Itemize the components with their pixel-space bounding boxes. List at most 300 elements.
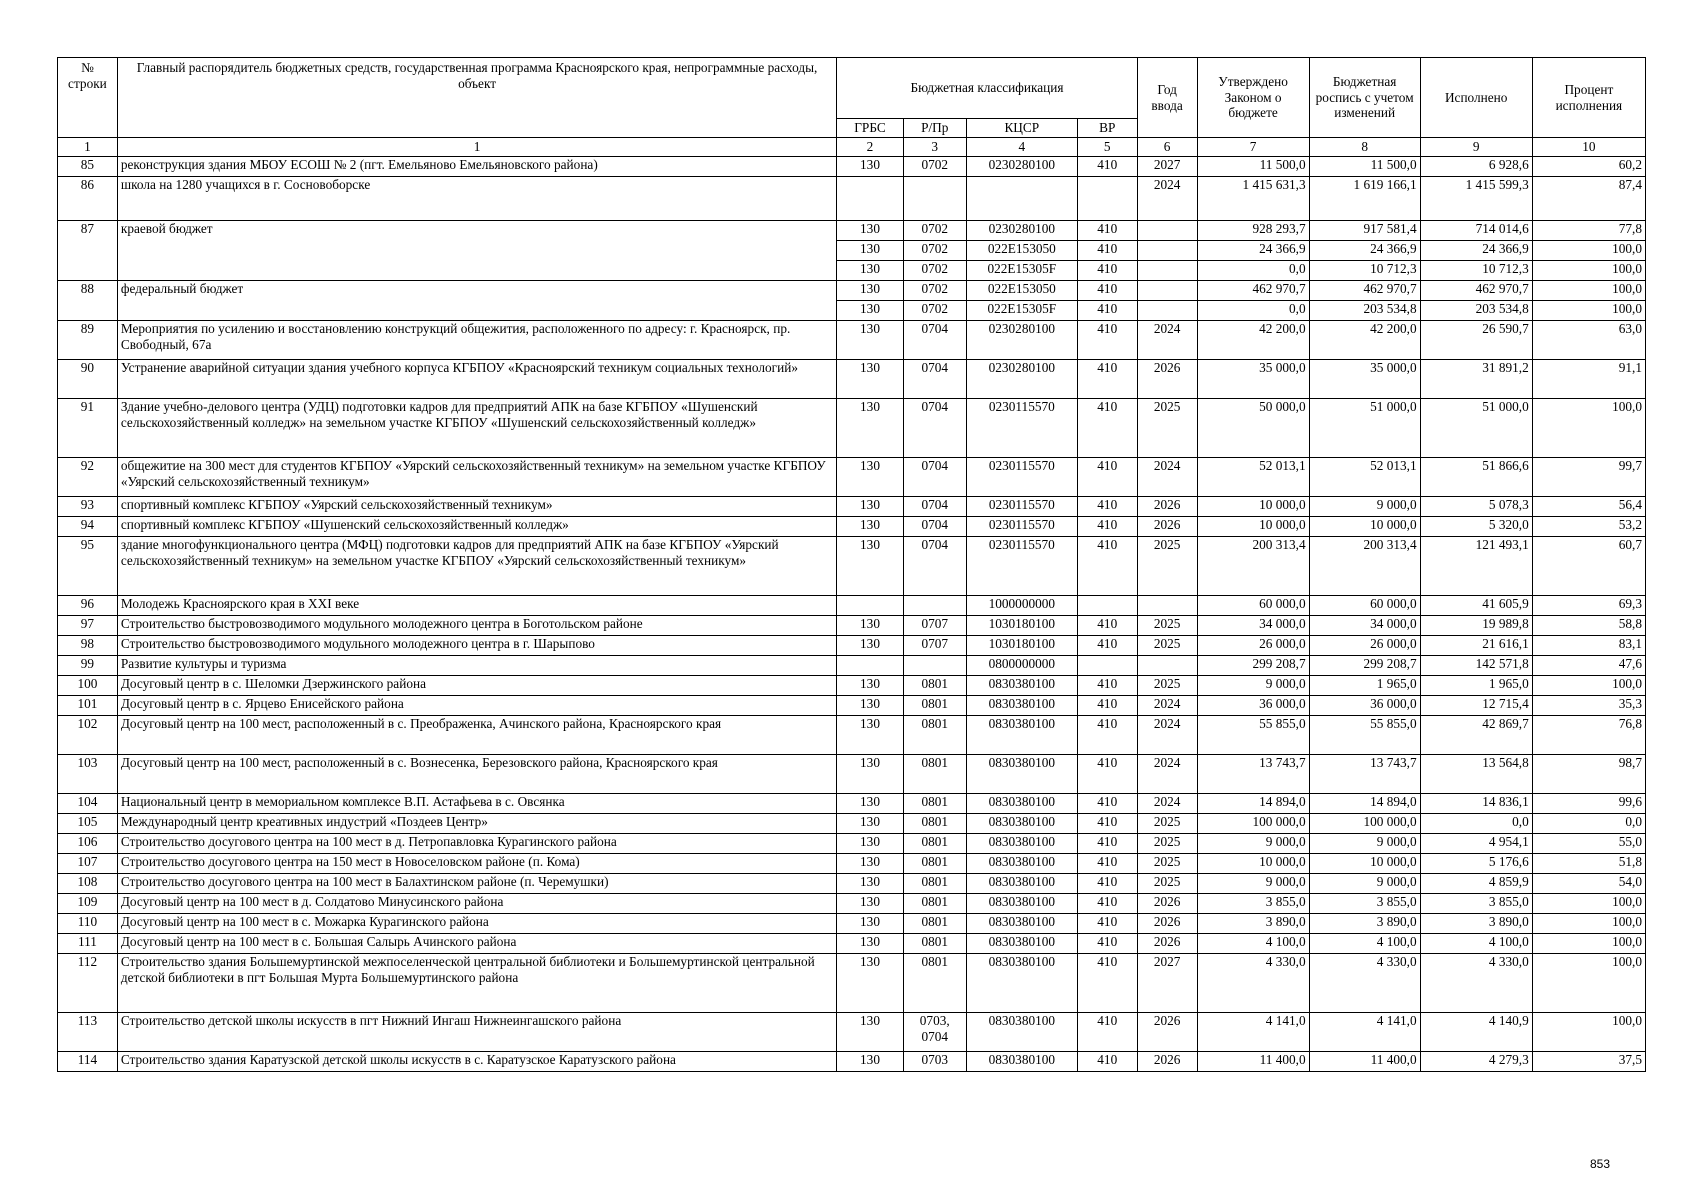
cell-schedule: 36 000,0 — [1309, 696, 1420, 716]
cell-row-number: 106 — [58, 834, 118, 854]
cell-rpr: 0801 — [903, 874, 966, 894]
cell-approved: 42 200,0 — [1197, 321, 1309, 360]
cell-vr: 410 — [1077, 676, 1137, 696]
cell-description: реконструкция здания МБОУ ЕСОШ № 2 (пгт. Емельяново Емельяновского района) — [117, 157, 836, 177]
cell-kcsr: 022Е153050 — [966, 241, 1077, 261]
table-row — [58, 914, 1646, 934]
cell-row-number: 86 — [58, 177, 118, 221]
cell-executed: 51 000,0 — [1420, 399, 1532, 458]
cell-grbs: 130 — [837, 874, 903, 894]
cell-vr: 410 — [1077, 517, 1137, 537]
cell-year: 2024 — [1137, 794, 1197, 814]
cell-percent: 100,0 — [1532, 261, 1645, 281]
cell-row-number: 108 — [58, 874, 118, 894]
cell-executed: 203 534,8 — [1420, 301, 1532, 321]
cell-schedule: 10 000,0 — [1309, 517, 1420, 537]
cell-percent: 77,8 — [1532, 221, 1645, 241]
cell-approved: 928 293,7 — [1197, 221, 1309, 241]
table-row — [58, 616, 1646, 636]
cell-executed: 121 493,1 — [1420, 537, 1532, 596]
cell-grbs: 130 — [837, 517, 903, 537]
header-approved: Утверждено Законом о бюджете — [1197, 58, 1309, 138]
cell-percent: 100,0 — [1532, 934, 1645, 954]
header-row-number: № строки — [58, 58, 118, 138]
cell-schedule: 24 366,9 — [1309, 241, 1420, 261]
table-row — [58, 676, 1646, 696]
cell-description: Строительство быстровозводимого модульного молодежного центра в Боготольском районе — [117, 616, 836, 636]
cell-schedule: 4 330,0 — [1309, 954, 1420, 1013]
cell-percent: 100,0 — [1532, 1013, 1645, 1052]
cell-row-number: 91 — [58, 399, 118, 458]
cell-vr: 410 — [1077, 636, 1137, 656]
cell-row-number: 105 — [58, 814, 118, 834]
cell-percent: 100,0 — [1532, 399, 1645, 458]
header-percent: Процент исполнения — [1532, 58, 1645, 138]
cell-approved: 4 330,0 — [1197, 954, 1309, 1013]
cell-percent: 35,3 — [1532, 696, 1645, 716]
cell-kcsr: 0830380100 — [966, 1013, 1077, 1052]
cell-approved: 9 000,0 — [1197, 676, 1309, 696]
cell-year: 2027 — [1137, 157, 1197, 177]
cell-schedule: 9 000,0 — [1309, 874, 1420, 894]
cell-kcsr: 0230115570 — [966, 537, 1077, 596]
cell-kcsr: 0830380100 — [966, 874, 1077, 894]
col-number: 1 — [58, 138, 118, 157]
col-number: 8 — [1309, 138, 1420, 157]
cell-approved: 14 894,0 — [1197, 794, 1309, 814]
cell-row-number: 112 — [58, 954, 118, 1013]
table-row — [58, 281, 1646, 301]
cell-year: 2024 — [1137, 716, 1197, 755]
cell-description: общежитие на 300 мест для студентов КГБПОУ «Уярский сельскохозяйственный техникум» на земельном участке КГБПОУ «Уярский сельскохозяйственный техникум» — [117, 458, 836, 497]
cell-schedule: 3 855,0 — [1309, 894, 1420, 914]
cell-row-number: 87 — [58, 221, 118, 281]
cell-schedule: 10 000,0 — [1309, 854, 1420, 874]
cell-description: Мероприятия по усилению и восстановлению конструкций общежития, расположенного по адресу: г. Красноярск, пр. Свободный, 67а — [117, 321, 836, 360]
cell-executed: 3 890,0 — [1420, 914, 1532, 934]
cell-grbs: 130 — [837, 301, 903, 321]
cell-year: 2025 — [1137, 537, 1197, 596]
cell-rpr: 0702 — [903, 261, 966, 281]
page-number: 853 — [1590, 1157, 1611, 1171]
cell-row-number: 103 — [58, 755, 118, 794]
cell-rpr: 0704 — [903, 321, 966, 360]
cell-grbs: 130 — [837, 854, 903, 874]
cell-row-number: 89 — [58, 321, 118, 360]
cell-row-number: 95 — [58, 537, 118, 596]
cell-vr: 410 — [1077, 934, 1137, 954]
cell-rpr: 0702 — [903, 241, 966, 261]
cell-year: 2024 — [1137, 321, 1197, 360]
cell-year — [1137, 241, 1197, 261]
cell-year: 2025 — [1137, 636, 1197, 656]
cell-executed: 12 715,4 — [1420, 696, 1532, 716]
cell-percent: 54,0 — [1532, 874, 1645, 894]
cell-rpr: 0801 — [903, 914, 966, 934]
col-number: 4 — [966, 138, 1077, 157]
cell-schedule: 917 581,4 — [1309, 221, 1420, 241]
cell-kcsr: 022Е15305F — [966, 301, 1077, 321]
cell-rpr: 0801 — [903, 894, 966, 914]
cell-schedule: 200 313,4 — [1309, 537, 1420, 596]
cell-description: Досуговый центр в с. Шеломки Дзержинского района — [117, 676, 836, 696]
table-row — [58, 854, 1646, 874]
table-row — [58, 894, 1646, 914]
cell-kcsr — [966, 177, 1077, 221]
header-rpr: Р/Пр — [903, 119, 966, 138]
cell-vr: 410 — [1077, 1013, 1137, 1052]
cell-rpr: 0801 — [903, 934, 966, 954]
cell-rpr: 0801 — [903, 794, 966, 814]
cell-vr: 410 — [1077, 537, 1137, 596]
cell-vr: 410 — [1077, 874, 1137, 894]
cell-kcsr: 0230115570 — [966, 458, 1077, 497]
cell-grbs: 130 — [837, 934, 903, 954]
col-number: 3 — [903, 138, 966, 157]
cell-percent: 100,0 — [1532, 894, 1645, 914]
cell-vr — [1077, 177, 1137, 221]
cell-grbs: 130 — [837, 755, 903, 794]
cell-executed: 4 954,1 — [1420, 834, 1532, 854]
table-row — [58, 221, 1646, 241]
cell-schedule: 203 534,8 — [1309, 301, 1420, 321]
cell-description: Досуговый центр на 100 мест в с. Большая Салырь Ачинского района — [117, 934, 836, 954]
cell-rpr: 0704 — [903, 497, 966, 517]
cell-row-number: 90 — [58, 360, 118, 399]
cell-row-number: 111 — [58, 934, 118, 954]
cell-description: Досуговый центр на 100 мест, расположенный в с. Вознесенка, Березовского района, Красноярского края — [117, 755, 836, 794]
table-row — [58, 596, 1646, 616]
cell-vr: 410 — [1077, 716, 1137, 755]
table-row — [58, 399, 1646, 458]
header-budget-classification: Бюджетная классификация — [837, 58, 1137, 119]
cell-year — [1137, 281, 1197, 301]
cell-year: 2024 — [1137, 458, 1197, 497]
cell-percent: 100,0 — [1532, 301, 1645, 321]
cell-year: 2024 — [1137, 696, 1197, 716]
cell-kcsr: 0230115570 — [966, 517, 1077, 537]
cell-grbs: 130 — [837, 794, 903, 814]
cell-schedule: 1 965,0 — [1309, 676, 1420, 696]
header-description: Главный распорядитель бюджетных средств, государственная программа Красноярского края, непрограммные расходы, объект — [117, 58, 836, 138]
cell-row-number: 102 — [58, 716, 118, 755]
cell-rpr: 0704 — [903, 458, 966, 497]
cell-percent: 69,3 — [1532, 596, 1645, 616]
cell-approved: 24 366,9 — [1197, 241, 1309, 261]
cell-kcsr: 0830380100 — [966, 814, 1077, 834]
col-number: 5 — [1077, 138, 1137, 157]
col-number: 1 — [117, 138, 836, 157]
cell-rpr — [903, 177, 966, 221]
cell-grbs — [837, 596, 903, 616]
cell-description: спортивный комплекс КГБПОУ «Шушенский сельскохозяйственный колледж» — [117, 517, 836, 537]
cell-percent: 100,0 — [1532, 241, 1645, 261]
table-row — [58, 636, 1646, 656]
cell-executed: 5 078,3 — [1420, 497, 1532, 517]
cell-grbs: 130 — [837, 894, 903, 914]
cell-schedule: 51 000,0 — [1309, 399, 1420, 458]
cell-percent: 37,5 — [1532, 1052, 1645, 1072]
cell-rpr: 0801 — [903, 834, 966, 854]
cell-year: 2026 — [1137, 517, 1197, 537]
cell-rpr: 0801 — [903, 814, 966, 834]
cell-executed: 4 100,0 — [1420, 934, 1532, 954]
cell-schedule: 13 743,7 — [1309, 755, 1420, 794]
cell-approved: 462 970,7 — [1197, 281, 1309, 301]
cell-grbs — [837, 177, 903, 221]
cell-vr: 410 — [1077, 954, 1137, 1013]
cell-vr — [1077, 656, 1137, 676]
cell-rpr: 0707 — [903, 636, 966, 656]
cell-kcsr: 0830380100 — [966, 894, 1077, 914]
table-row — [58, 177, 1646, 221]
cell-percent: 55,0 — [1532, 834, 1645, 854]
table-row — [58, 321, 1646, 360]
cell-year: 2025 — [1137, 616, 1197, 636]
cell-grbs: 130 — [837, 636, 903, 656]
cell-percent: 98,7 — [1532, 755, 1645, 794]
cell-schedule: 52 013,1 — [1309, 458, 1420, 497]
cell-percent: 56,4 — [1532, 497, 1645, 517]
table-row — [58, 656, 1646, 676]
cell-schedule: 100 000,0 — [1309, 814, 1420, 834]
cell-year: 2026 — [1137, 360, 1197, 399]
cell-executed: 462 970,7 — [1420, 281, 1532, 301]
cell-percent: 100,0 — [1532, 676, 1645, 696]
cell-percent: 100,0 — [1532, 954, 1645, 1013]
cell-percent: 100,0 — [1532, 914, 1645, 934]
cell-percent: 99,7 — [1532, 458, 1645, 497]
table-row — [58, 1013, 1646, 1052]
cell-year: 2027 — [1137, 954, 1197, 1013]
cell-percent: 83,1 — [1532, 636, 1645, 656]
cell-year — [1137, 656, 1197, 676]
cell-row-number: 88 — [58, 281, 118, 321]
header-kcsr: КЦСР — [966, 119, 1077, 138]
cell-description: Досуговый центр на 100 мест в с. Можарка Курагинского района — [117, 914, 836, 934]
cell-description: Досуговый центр на 100 мест в д. Солдатово Минусинского района — [117, 894, 836, 914]
cell-row-number: 109 — [58, 894, 118, 914]
cell-schedule: 34 000,0 — [1309, 616, 1420, 636]
cell-description: Национальный центр в мемориальном комплексе В.П. Астафьева в с. Овсянка — [117, 794, 836, 814]
header-schedule: Бюджетная роспись с учетом изменений — [1309, 58, 1420, 138]
cell-year: 2025 — [1137, 874, 1197, 894]
cell-rpr: 0703, 0704 — [903, 1013, 966, 1052]
cell-vr: 410 — [1077, 261, 1137, 281]
cell-year: 2026 — [1137, 934, 1197, 954]
cell-vr: 410 — [1077, 696, 1137, 716]
col-number: 9 — [1420, 138, 1532, 157]
cell-grbs: 130 — [837, 497, 903, 517]
cell-schedule: 55 855,0 — [1309, 716, 1420, 755]
table-row — [58, 157, 1646, 177]
cell-vr: 410 — [1077, 834, 1137, 854]
cell-schedule: 14 894,0 — [1309, 794, 1420, 814]
cell-rpr: 0801 — [903, 755, 966, 794]
cell-approved: 55 855,0 — [1197, 716, 1309, 755]
cell-grbs: 130 — [837, 1052, 903, 1072]
cell-description: школа на 1280 учащихся в г. Сосновоборске — [117, 177, 836, 221]
cell-description: Здание учебно-делового центра (УДЦ) подготовки кадров для предприятий АПК на базе КГБПОУ «Шушенский сельскохозяйственный колледж» на земельном участке КГБПОУ «Шушенский сельскохозяйственный колледж» — [117, 399, 836, 458]
cell-row-number: 107 — [58, 854, 118, 874]
cell-description: спортивный комплекс КГБПОУ «Уярский сельскохозяйственный техникум» — [117, 497, 836, 517]
cell-grbs: 130 — [837, 321, 903, 360]
col-number: 10 — [1532, 138, 1645, 157]
cell-grbs: 130 — [837, 261, 903, 281]
cell-rpr — [903, 656, 966, 676]
cell-executed: 26 590,7 — [1420, 321, 1532, 360]
cell-vr: 410 — [1077, 497, 1137, 517]
cell-approved: 60 000,0 — [1197, 596, 1309, 616]
col-number: 7 — [1197, 138, 1309, 157]
table-row — [58, 497, 1646, 517]
cell-grbs: 130 — [837, 221, 903, 241]
cell-description: Молодежь Красноярского края в XXI веке — [117, 596, 836, 616]
cell-grbs: 130 — [837, 537, 903, 596]
cell-percent: 63,0 — [1532, 321, 1645, 360]
cell-executed: 51 866,6 — [1420, 458, 1532, 497]
cell-grbs — [837, 656, 903, 676]
cell-kcsr: 0830380100 — [966, 854, 1077, 874]
cell-percent: 60,2 — [1532, 157, 1645, 177]
cell-kcsr: 0230280100 — [966, 157, 1077, 177]
cell-executed: 42 869,7 — [1420, 716, 1532, 755]
cell-kcsr: 0230115570 — [966, 399, 1077, 458]
cell-kcsr: 0830380100 — [966, 676, 1077, 696]
cell-percent: 87,4 — [1532, 177, 1645, 221]
table-body — [58, 157, 1646, 1072]
cell-executed: 19 989,8 — [1420, 616, 1532, 636]
cell-row-number: 99 — [58, 656, 118, 676]
table-row — [58, 696, 1646, 716]
cell-approved: 9 000,0 — [1197, 834, 1309, 854]
table-row — [58, 458, 1646, 497]
cell-executed: 1 965,0 — [1420, 676, 1532, 696]
cell-description: Строительство здания Большемуртинской межпоселенческой центральной библиотеки и Большемуртинской центральной детской библиотеки в пгт Большая Мурта Большемуртинского района — [117, 954, 836, 1013]
cell-description: Досуговый центр на 100 мест, расположенный в с. Преображенка, Ачинского района, Красноярского края — [117, 716, 836, 755]
cell-description: Развитие культуры и туризма — [117, 656, 836, 676]
cell-approved: 100 000,0 — [1197, 814, 1309, 834]
cell-executed: 14 836,1 — [1420, 794, 1532, 814]
cell-executed: 41 605,9 — [1420, 596, 1532, 616]
budget-table — [57, 57, 1646, 1072]
cell-kcsr: 1000000000 — [966, 596, 1077, 616]
cell-description: федеральный бюджет — [117, 281, 836, 321]
table-row — [58, 755, 1646, 794]
cell-rpr: 0704 — [903, 360, 966, 399]
cell-kcsr: 022Е153050 — [966, 281, 1077, 301]
cell-row-number: 92 — [58, 458, 118, 497]
cell-grbs: 130 — [837, 696, 903, 716]
cell-kcsr: 0230280100 — [966, 360, 1077, 399]
cell-approved: 52 013,1 — [1197, 458, 1309, 497]
cell-schedule: 26 000,0 — [1309, 636, 1420, 656]
cell-kcsr: 0230280100 — [966, 321, 1077, 360]
cell-percent: 76,8 — [1532, 716, 1645, 755]
cell-kcsr: 0830380100 — [966, 834, 1077, 854]
table-row — [58, 934, 1646, 954]
header-executed: Исполнено — [1420, 58, 1532, 138]
table-header — [58, 58, 1646, 157]
cell-grbs: 130 — [837, 834, 903, 854]
cell-schedule: 11 400,0 — [1309, 1052, 1420, 1072]
cell-row-number: 113 — [58, 1013, 118, 1052]
header-year: Год ввода — [1137, 58, 1197, 138]
cell-executed: 142 571,8 — [1420, 656, 1532, 676]
cell-kcsr: 0830380100 — [966, 696, 1077, 716]
cell-rpr: 0703 — [903, 1052, 966, 1072]
cell-rpr: 0704 — [903, 517, 966, 537]
cell-percent: 53,2 — [1532, 517, 1645, 537]
cell-percent: 91,1 — [1532, 360, 1645, 399]
cell-vr: 410 — [1077, 616, 1137, 636]
cell-approved: 4 141,0 — [1197, 1013, 1309, 1052]
cell-approved: 13 743,7 — [1197, 755, 1309, 794]
cell-approved: 50 000,0 — [1197, 399, 1309, 458]
cell-kcsr: 0830380100 — [966, 794, 1077, 814]
cell-approved: 11 400,0 — [1197, 1052, 1309, 1072]
cell-percent: 99,6 — [1532, 794, 1645, 814]
cell-vr: 410 — [1077, 360, 1137, 399]
cell-schedule: 462 970,7 — [1309, 281, 1420, 301]
cell-schedule: 35 000,0 — [1309, 360, 1420, 399]
cell-percent: 100,0 — [1532, 281, 1645, 301]
cell-year: 2026 — [1137, 1013, 1197, 1052]
cell-description: Строительство здания Каратузской детской школы искусств в с. Каратузское Каратузского района — [117, 1052, 836, 1072]
cell-row-number: 104 — [58, 794, 118, 814]
cell-rpr: 0801 — [903, 696, 966, 716]
cell-schedule: 10 712,3 — [1309, 261, 1420, 281]
cell-vr: 410 — [1077, 301, 1137, 321]
cell-row-number: 110 — [58, 914, 118, 934]
cell-grbs: 130 — [837, 399, 903, 458]
cell-rpr: 0702 — [903, 301, 966, 321]
cell-executed: 4 859,9 — [1420, 874, 1532, 894]
cell-vr: 410 — [1077, 281, 1137, 301]
cell-vr: 410 — [1077, 399, 1137, 458]
cell-grbs: 130 — [837, 914, 903, 934]
cell-schedule: 3 890,0 — [1309, 914, 1420, 934]
header-vr: ВР — [1077, 119, 1137, 138]
cell-approved: 4 100,0 — [1197, 934, 1309, 954]
cell-schedule: 60 000,0 — [1309, 596, 1420, 616]
cell-row-number: 114 — [58, 1052, 118, 1072]
cell-description: Устранение аварийной ситуации здания учебного корпуса КГБПОУ «Красноярский техникум социальных технологий» — [117, 360, 836, 399]
cell-year: 2025 — [1137, 399, 1197, 458]
cell-vr: 410 — [1077, 914, 1137, 934]
cell-approved: 200 313,4 — [1197, 537, 1309, 596]
cell-description: здание многофункционального центра (МФЦ) подготовки кадров для предприятий АПК на базе КГБПОУ «Уярский сельскохозяйственный техникум» на земельном участке КГБПОУ «Уярский сельскохозяйственный техникум» — [117, 537, 836, 596]
cell-executed: 0,0 — [1420, 814, 1532, 834]
cell-vr: 410 — [1077, 458, 1137, 497]
cell-executed: 31 891,2 — [1420, 360, 1532, 399]
cell-executed: 21 616,1 — [1420, 636, 1532, 656]
cell-rpr: 0801 — [903, 716, 966, 755]
cell-description: Строительство быстровозводимого модульного молодежного центра в г. Шарыпово — [117, 636, 836, 656]
cell-vr: 410 — [1077, 321, 1137, 360]
cell-percent: 51,8 — [1532, 854, 1645, 874]
cell-kcsr: 0830380100 — [966, 914, 1077, 934]
cell-year — [1137, 221, 1197, 241]
cell-executed: 24 366,9 — [1420, 241, 1532, 261]
cell-grbs: 130 — [837, 676, 903, 696]
col-number: 6 — [1137, 138, 1197, 157]
cell-executed: 10 712,3 — [1420, 261, 1532, 281]
cell-approved: 36 000,0 — [1197, 696, 1309, 716]
cell-vr: 410 — [1077, 755, 1137, 794]
cell-grbs: 130 — [837, 954, 903, 1013]
cell-executed: 4 279,3 — [1420, 1052, 1532, 1072]
